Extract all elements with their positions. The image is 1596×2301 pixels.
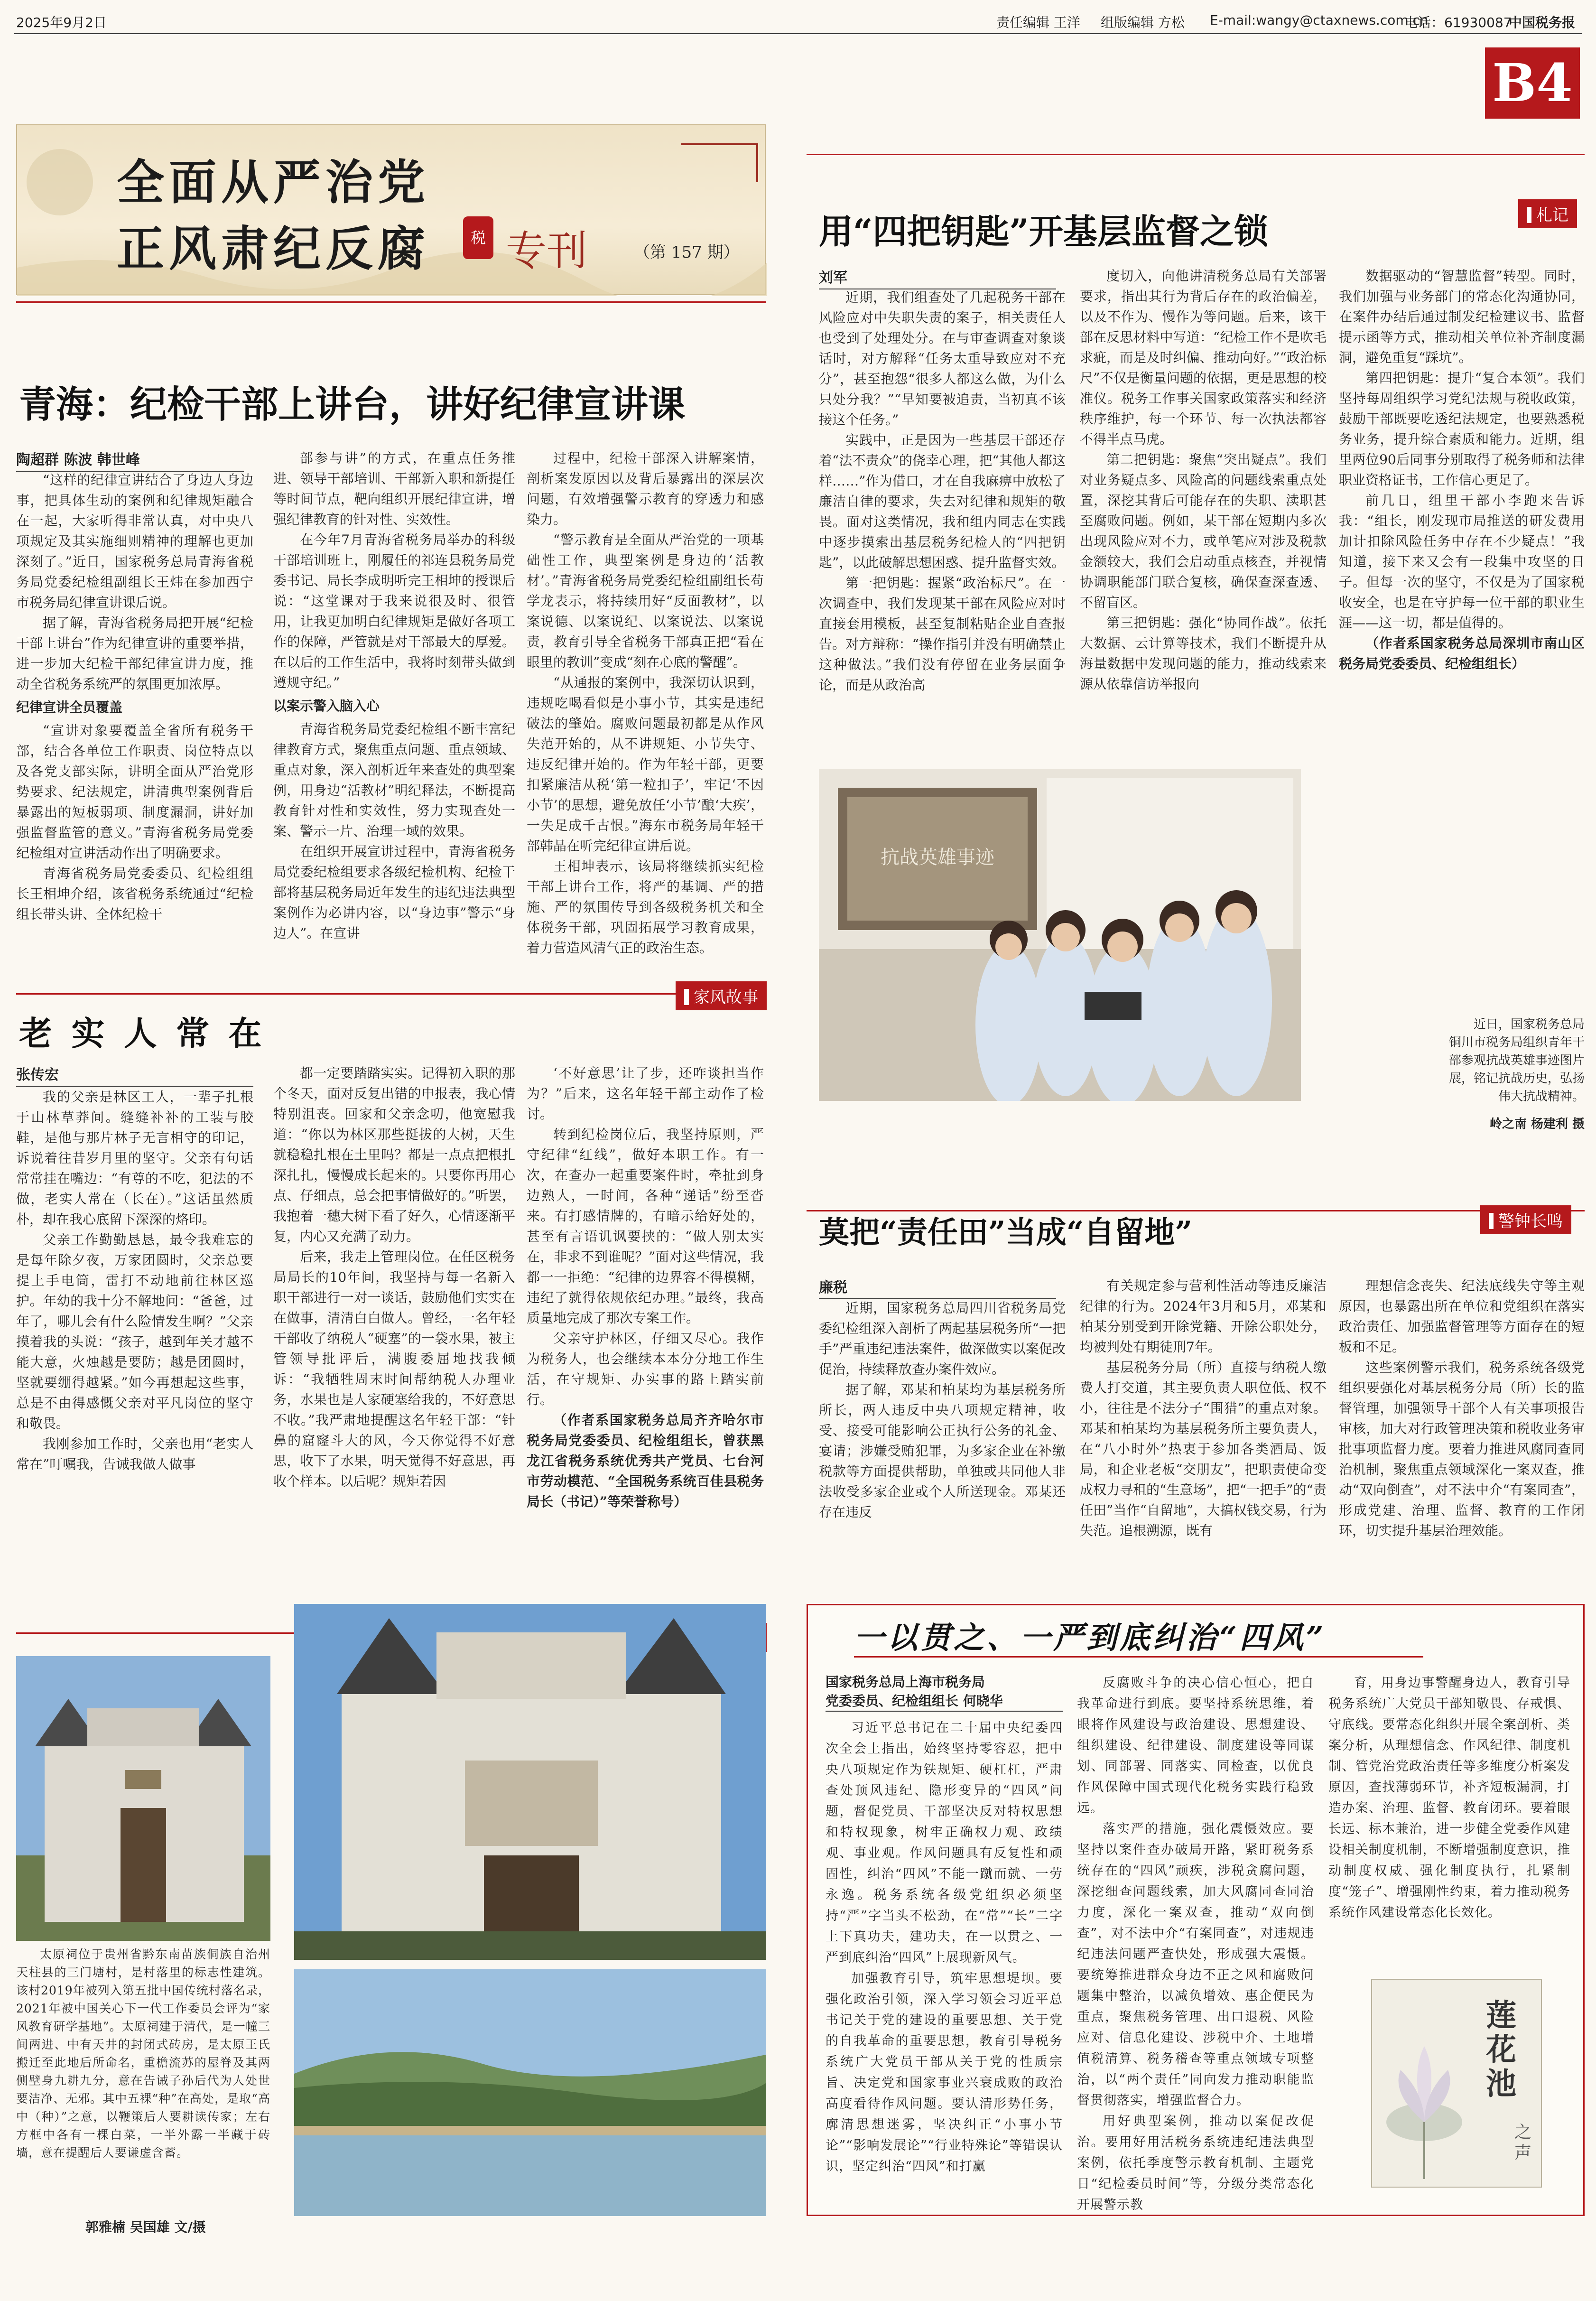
exhibition-board-text: 抗战英雄事迹 [881, 847, 994, 868]
divider [16, 301, 766, 303]
paragraph: 第三把钥匙：强化“协同作战”。依托大数据、云计算等技术，我们不断提升从海量数据中发现问题的能力，推动线索来源从依靠信访举报向 [1080, 615, 1327, 692]
article4-byline: 廉税 [819, 1276, 1056, 1299]
column-tag-family-story: 家风故事 [676, 981, 767, 1010]
paragraph: 过程中，纪检干部深入讲解案情，剖析案发原因以及背后暴露出的深层次问题，有效增强警示教育的穿透力和感染力。 [527, 450, 764, 527]
byline-line: 党委委员、纪检组组长 何晓华 [826, 1693, 1003, 1709]
paragraph: 这些案例警示我们，税务系统各级党组织要强化对基层税务分局（所）长的监督管理，加强领导干部个人有关事项报告审核，加大对行政管理决策和税收业务审批事项监督力度。要着力推进风腐同查同治机制，聚焦重点领域深化一案双查，推动“双向倒查”，对不法中介“有案同查”，形成党建、治理、监督、教育的工作闭环，切实提升基层治理效能。 [1339, 1360, 1585, 1538]
paragraph: 太原祠位于贵州省黔东南苗族侗族自治州天柱县的三门塘村，是村落里的标志性建筑。该村2019年被列入第五批中国传统村落名录，2021年被中国关心下一代工作委员会评为“家风教育研学基地”。太原祠建于清代，是一幢三间两进、中有天井的封闭式砖房，是太原王氏搬迁至此地后所命名，重檐流苏的屋脊及其两侧壁身九耕九分，意在告诫子孙后代为人处世要洁净、无邪。其中五裸“种”在高处，是取“高中（种）”之意，以鞭策后人要耕读传家；左右方框中各有一棵白菜，一半外露一半藏于砖墙，意在提醒后人要谦虚含蓄。 [16, 1947, 270, 2160]
paragraph: “这样的纪律宣讲结合了身边人身边事，把具体生动的案例和纪律规矩融合在一起，大家听得非常认真，对中央八项规定及其实施细则精神的理解也更加深刻了。”近日，国家税务总局青海省税务局党委纪检组副组长王炜在参加西宁市税务局纪律宣讲课后说。 [16, 472, 253, 610]
paragraph: 父亲工作勤勤恳恳，最令我难忘的是每年除夕夜，万家团圆时，父亲总要提上手电筒，雷打不动地前往林区巡护。年幼的我十分不解地问：“爸爸，过年了，哪儿会有什么险情发生啊？”父亲摸着我的头说：“孩子，越到年关才越不能大意，火烛越是要防；越是团圆时，坚就要绷得越紧。”如今再想起这些事，总是不由得感慨父亲对平凡岗位的坚守和敬畏。 [16, 1232, 253, 1431]
lotus-pond-emblem [1371, 1979, 1542, 2188]
picture-credit: 郭雅楠 吴国雄 文/摄 [85, 2219, 206, 2235]
paragraph: 反腐败斗争的决心信心恒心，把自我革命进行到底。要坚持系统思维，着眼将作风建设与政治建设、思想建设、组织建设、纪律建设、制度建设等同谋划、同部署、同落实、同检查，以优良作风保障中国式现代化税务实践行稳致远。 [1077, 1676, 1314, 1816]
editor-email: E-mail:wangy@ctaxnews.com.cn [1210, 12, 1429, 28]
paragraph: 第二把钥匙：聚焦“突出疑点”。我们对业务疑点多、风险高的问题线索重点处置，深挖其背后可能存在的失职、渎职甚至腐败问题。例如，某干部在短期内多次出现风险应对不力，或单笔应对涉及税款金额较大，我们会启动重点核查，并视情协调职能部门联合复核，确保查深查透、不留盲区。 [1080, 452, 1327, 610]
photo-caption [1309, 1015, 1585, 1133]
byline-line: 国家税务总局上海市税务局 [826, 1674, 985, 1690]
paragraph: 在今年7月青海省税务局举办的科级干部培训班上，刚履任的祁连县税务局党委书记、局长李成明听完王相坤的授课后说：“这堂课对于我来说很及时、很管用，让我更加明白纪律规矩是做好各项工作的保障，严管就是对干部最大的厚爱。在以后的工作生活中，我将时刻带头做到遵规守纪。” [273, 532, 515, 690]
paragraph: 转到纪检岗位后，我坚持原则，严守纪律“红线”，做好本职工作。有一次，在查办一起重要案件时，牵扯到身边熟人，一时间，各种“递话”纷至沓来。有打感情牌的，有暗示给好处的，甚至有言语讥讽要挟的：“做人别太实在，非求不到谁呢？”面对这些情况，我都一一拒绝：“纪律的边界容不得模糊，违纪了就得依规依纪办理。”最终，我高质量地完成了那次专案工作。 [527, 1127, 764, 1326]
article2-column-3 [527, 1063, 764, 1599]
paragraph: 据了解，邓某和柏某均为基层税务所所长，两人违反中央八项规定精神，收受、接受可能影响公正执行公务的礼金、宴请；涉嫌受贿犯罪，为多家企业在补缴税款等方面提供帮助，单独或共同他人非法收受多家企业或个人所送现金。邓某还存在违反 [819, 1382, 1066, 1520]
paragraph: “宣讲对象要覆盖全省所有税务干部，结合各单位工作职责、岗位特点以及各党支部实际，讲明全面从严治党形势要求、纪法规定，讲清典型案例背后暴露出的短板弱项、制度漏洞，讲好加强监督监管的意义。”青海省税务局党委纪检组对宣讲活动作出了明确要求。 [16, 723, 253, 861]
photo-credit: 岭之南 杨建利 摄 [1489, 1117, 1585, 1131]
paragraph: 王相坤表示，该局将继续抓实纪检干部上讲台工作，将严的基调、严的措施、严的氛围传导到各级税务机关和全体税务干部，巩固拓展学习教育成果，着力营造风清气正的政治生态。 [527, 858, 764, 956]
paragraph: “从通报的案例中，我深切认识到，违规吃喝看似是小事小节，其实是违纪破法的肇始。腐败问题最初都是从作风失范开始的，从不讲规矩、小节失守、违反纪律开始的。作为年轻干部，更要扣紧廉洁从税‘第一粒扣子’，牢记‘不因小节’的思想，避免放任‘小节’酿‘大疾’，一失足成千古恨。”海东市税务局年轻干部韩晶在听完纪律宣讲后说。 [527, 675, 764, 854]
page-number: B4 [1485, 47, 1580, 119]
article2-column-1 [16, 1087, 253, 1599]
banner-label: 专刊 [506, 227, 587, 275]
page-header [14, 6, 1582, 34]
emblem-char: 莲 [1486, 1998, 1516, 2033]
divider [807, 154, 1585, 155]
paragraph: 第一把钥匙：握紧“政治标尺”。在一次调查中，我们发现某干部在风险应对时直接套用模板，甚至复制粘贴企业自查报告。对方辩称：“操作指引并没有明确禁止这种做法。”我们没有停留在业务层面争论，而是从政治高 [819, 575, 1066, 693]
paragraph: 前几日，组里干部小李跑来告诉我：“组长，刚发现市局推送的研发费用加计扣除风险任务中存在不少疑点！”我知道，接下来又会有一段集中攻坚的日子。但每一次的坚守，不仅是为了国家税收安全，也是在守护每一位干部的职业生涯——这一切，都是值得的。 [1339, 493, 1585, 631]
editor-phone: 电话：61930087 [1404, 15, 1512, 30]
paragraph: 我的父亲是林区工人，一辈子扎根于山林草莽间。缝缝补补的工装与胶鞋，是他与那片林子无言相守的印记，诉说着往昔岁月里的坚守。父亲有句话常常挂在嘴边：“有尊的不吃，犯法的不做，老实人常在（长在）。”这话虽然质朴，却在我心底留下深深的烙印。 [16, 1089, 253, 1227]
emblem-char: 之 [1514, 2123, 1532, 2142]
paragraph: ‘不好意思’让了步，还咋谈担当作为？”后来，这名年轻干部主动作了检讨。 [527, 1065, 764, 1122]
issue-number: （第 157 期） [634, 243, 740, 262]
column-tag-warning-bell: 警钟长鸣 [1480, 1205, 1571, 1234]
photo-illustration [819, 769, 1301, 1101]
issue-date: 2025年9月2日 [16, 15, 107, 30]
paragraph: 数据驱动的“智慧监督”转型。同时，我们加强与业务部门的常态化沟通协同，在案件办结后通过制发纪检建议书、监督提示函等方式，推动相关单位补齐制度漏洞，避免重复“踩坑”。 [1339, 268, 1585, 365]
paragraph: 第四把钥匙：提升“复合本领”。我们坚持每周组织学习党纪法规与税收政策，鼓励干部既要吃透纪法规定，也要熟悉税务业务，提升综合素质和能力。近期，组里两位90后同事分别取得了税务师和法律职业资格证书，工作信心更足了。 [1339, 370, 1585, 488]
caption-line: 铜川市税务局组织青年干 [1448, 1035, 1585, 1050]
paper-name: 中国税务报 [1509, 15, 1576, 30]
banner-title-line1: 全面从严治党 [117, 154, 430, 210]
paragraph: 在组织开展宣讲过程中，青海省税务局党委纪检组要求各级纪检机构、纪检干部将基层税务局近年发生的违纪违法典型案例作为必讲内容，以“身边事”警示“身边人”。在宣讲 [273, 844, 515, 941]
section-subtitle: 纪律宣讲全员覆盖 [16, 699, 123, 715]
article6-column-3 [1328, 1673, 1570, 1967]
article4-column-1 [819, 1298, 1066, 1592]
paragraph: 基层税务分局（所）直接与纳税人缴费人打交道，其主要负责人职位低、权不小，往往是不法分子“围猎”的重点对象。邓某和柏某均为基层税务所主要负责人，在“八小时外”热衷于参加各类酒局、饭局，和企业老板“交朋友”，把职责使命变成权力寻租的“生意场”，把“一把手”的“责任田”当作“自留地”，大搞权钱交易，行为失范。追根溯源，既有 [1080, 1360, 1327, 1538]
paragraph: 习近平总书记在二十届中央纪委四次全会上指出，始终坚持零容忍，把中央八项规定作为铁规矩、硬杠杠，严肃查处顶风违纪、隐形变异的“四风”问题，督促党员、干部坚决反对特权思想和特权现象，树牢正确权力观、政绩观、事业观。作风问题具有反复性和顽固性，纠治“四风”不能一蹴而就、一劳永逸。税务系统各级党组织必须坚持“严”字当头不松劲，在“常”“长”二字上下真功夫，建功夫，在一以贯之、一严到底纠治“四风”上展现新风气。 [826, 1721, 1063, 1965]
article2-title: 老 实 人 常 在 [19, 1014, 266, 1053]
paragraph: 后来，我走上管理岗位。在任区税务局局长的10年间，我坚持与每一名新入职干部进行一对一谈话，鼓励他们实实在在做事，清清白白做人。曾经，一名年轻干部收了纳税人“硬塞”的一袋水果，被主管领导批评后，满腹委屈地找我倾诉：“我牺牲周末时间帮纳税人办理业务，水果也是人家硬塞给我的，不好意思不收。”我严肃地提醒这名年轻干部：“针鼻的窟窿斗大的风，今天你觉得不好意思，收下了水果，明天觉得不好意思，再收个样本。以后呢？规矩若因 [273, 1249, 515, 1489]
paragraph: 有关规定参与营利性活动等违反廉洁纪律的行为。2024年3月和5月，邓某和柏某分别受到开除党籍、开除公职处分，均被判处有期徒刑7年。 [1080, 1278, 1327, 1355]
lotus-pond-subtitle [1514, 2122, 1531, 2164]
article1-column-1 [16, 470, 253, 963]
article1-column-3 [527, 448, 764, 965]
divider [16, 993, 766, 995]
article2-byline: 张传宏 [16, 1063, 253, 1087]
emblem-char: 池 [1486, 2066, 1516, 2102]
article6-byline [826, 1673, 1063, 1712]
author-note: （作者系国家税务总局齐齐哈尔市税务局党委委员、纪检组组长，曾获黑龙江省税务系统优秀共产党员、七台河市劳动模范、“全国税务系统百佳县税务局长（书记）”等荣誉称号） [527, 1412, 764, 1509]
article3-byline: 刘军 [819, 266, 1056, 289]
tax-seal: 税 [463, 216, 493, 259]
paragraph: 青海省税务局党委纪检组不断丰富纪律教育方式，聚焦重点问题、重点领域、重点对象，深入剖析近年来查处的典型案例，用身边“活教材”明纪释法，不断提高教育针对性和实效性，努力实现查处一案、警示一片、治理一域的效果。 [273, 721, 515, 839]
paragraph: 育，用身边事警醒身边人，教育引导税务系统广大党员干部知敬畏、存戒惧、守底线。要常态化组织开展全案剖析、类案分析，从理想信念、作风纪律、制度机制、管党治党政治责任等多维度分析案发原因，查找薄弱环节，补齐短板漏洞，打造办案、治理、监督、教育闭环。要着眼长远、标本兼治，进一步健全党委作风建设相关制度机制，不断增强制度意识，推动制度权威、强化制度执行，扎紧制度“笼子”、增强刚性约束，着力推动税务系统作风建设常态化长效化。 [1328, 1676, 1570, 1920]
paragraph: 实践中，正是因为一些基层干部还存着“法不责众”的侥幸心理，把“其他人都这样……”作为借口，才在自我麻痹中放松了廉洁自律的要求，失去对纪律和规矩的敬畏。面对这类情况，我和组内同志在实践中逐步摸索出基层税务纪检人的“四把钥匙”，以此破解思想困惑、提升监督实效。 [819, 432, 1066, 570]
ancestral-hall-photo-1 [16, 1656, 270, 1941]
article2-column-2 [273, 1063, 515, 1599]
article3-title: 用“四把钥匙”开基层监督之锁 [819, 211, 1268, 252]
article6-column-1 [826, 1718, 1063, 2211]
article1-byline: 陶超群 陈波 韩世峰 [16, 448, 244, 472]
paragraph: “警示教育是全面从严治党的一项基础性工作，典型案例是身边的‘活教材’。”青海省税务局党委纪检组副组长苟学龙表示，将持续用好“反面教材”，以案说德、以案说纪、以案说法、以案说责，教育引导全省税务干部真正把“看在眼里的教训”变成“刻在心底的警醒”。 [527, 532, 764, 670]
village-landscape-photo [294, 1969, 766, 2216]
title-underline [854, 1656, 1423, 1658]
lotus-pond-title [1486, 1999, 1516, 2101]
banner-title-line2: 正风肃纪反腐 [117, 221, 430, 277]
article1-title: 青海：纪检干部上讲台，讲好纪律宣讲课 [19, 383, 686, 426]
caption-line: 伟大抗战精神。 [1498, 1090, 1585, 1104]
picture-caption [16, 1946, 270, 2211]
paragraph: 据了解，青海省税务局把开展“纪检干部上讲台”作为纪律宣讲的重要举措，进一步加大纪检干部纪律宣讲力度，推动全省税务系统严的氛围更加浓厚。 [16, 615, 253, 692]
section-subtitle: 以案示警入脑入心 [273, 698, 380, 714]
paragraph: 我刚参加工作时，父亲也用“老实人常在”叮嘱我，告诫我做人做事 [16, 1436, 253, 1472]
emblem-char: 声 [1514, 2143, 1532, 2163]
caption-line: 展，铭记抗战历史，弘扬 [1448, 1071, 1585, 1086]
author-note: （作者系国家税务总局深圳市南山区税务局党委委员、纪检组组长） [1339, 635, 1585, 671]
layout-editor-credit: 组版编辑 方松 [1101, 15, 1185, 30]
paragraph: 近期，我们组查处了几起税务干部在风险应对中失职失责的案子，相关责任人也受到了处理处分。在与审查调查对象谈话时，对方解释“任务太重导致应对不充分”，甚至抱怨“很多人都这么做，为什么只处分我？”“早知要被追责，当初真不该接这个任务。” [819, 289, 1066, 428]
column-tag-notes: 札记 [1518, 199, 1577, 228]
paragraph: 父亲守护林区，仔细又尽心。我作为税务人，也会继续本本分分地工作生活，在守规矩、办实事的路上踏实前行。 [527, 1331, 764, 1407]
caption-line: 近日，国家税务总局 [1473, 1017, 1585, 1032]
editor-credit: 责任编辑 王洋 [996, 15, 1080, 30]
paragraph: 加强教育引导，筑牢思想堤坝。要强化政治引领，深入学习领会习近平总书记关于党的建设的重要思想、关于党的自我革命的重要思想，教育引导税务系统广大党员干部从关于党的性质宗旨、决定党和国家事业兴衰成败的政治高度看待作风问题。要认清形势任务，廓清思想迷雾，坚决纠正“小事小节论”“影响发展论”“行业特殊论”等错误认识，坚定纠治“四风”和打赢 [826, 1971, 1063, 2174]
emblem-char: 花 [1486, 2032, 1516, 2068]
article4-title: 莫把“责任田”当成“自留地” [819, 1215, 1193, 1250]
article3-column-2 [1080, 266, 1327, 764]
article4-column-3 [1339, 1276, 1585, 1593]
paragraph: 部参与讲”的方式，在重点任务推进、领导干部培训、干部新入职和新提任等时间节点，靶向组织开展纪律宣讲，增强纪律教育的针对性、实效性。 [273, 450, 515, 527]
paragraph: 用好典型案例，推动以案促改促治。要用好用活税务系统违纪违法典型案例，依托季度警示教育机制、主题党日“纪检委员时间”等，分级分类常态化开展警示教 [1077, 2114, 1314, 2212]
paragraph: 落实严的措施，强化震慑效应。要坚持以案件查办破局开路，紧盯税务系统存在的“四风”顽疾，涉税贪腐问题，深挖细查问题线索，加大风腐同查同治力度，深化一案双查，推动“双向倒查”，对不法中介“有案同查”，对违规违纪违法问题严查快处，形成强大震慑。要统筹推进群众身边不正之风和腐败问题集中整治，以减负增效、惠企便民为重点，聚焦税务管理、出口退税、风险应对、信息化建设、涉税中介、土地增值税清算、税务稽查等重点领域专项整治，以“两个责任”同向发力推动职能监督贯彻落实，增强监督合力。 [1077, 1822, 1314, 2108]
paragraph: 度切入，向他讲清税务总局有关部署要求，指出其行为背后存在的政治偏差，以及不作为、慢作为等问题。后来，该干部在反思材料中写道：“纪检工作不是吹毛求疵，而是及时纠偏、推动向好。”“政治标尺”不仅是衡量问题的依据，更是思想的校准仪。税务工作事关国家政策落实和经济秩序维护，每一个环节、每一次执法都容不得半点马虎。 [1080, 268, 1327, 447]
tax-officers-photo [819, 769, 1301, 1101]
article3-column-1 [819, 287, 1066, 762]
article6-title: 一以贯之、一严到底纠治“四风” [854, 1620, 1327, 1656]
column-banner [16, 124, 766, 295]
paragraph: 都一定要踏踏实实。记得初入职的那个冬天，面对反复出错的申报表，我心情特别沮丧。回家和父亲念叨，他宽慰我道：“你以为林区那些挺拔的大树，天生就稳稳扎根在土里吗？都是一点点把根扎深扎扎，慢慢成长起来的。只要你再用心点、仔细点，总会把事情做好的。”听罢，我抱着一穗大树下看了好久，心情逐渐平复，内心又充满了动力。 [273, 1065, 515, 1244]
paragraph: 理想信念丧失、纪法底线失守等主观原因，也暴露出所在单位和党组织在落实政治责任、加强监督管理等方面存在的短板和不足。 [1339, 1278, 1585, 1355]
paragraph: 青海省税务局党委委员、纪检组组长王相坤介绍，该省税务系统通过“纪检组长带头讲、全体纪检干 [16, 866, 253, 922]
ancestral-hall-photo-2 [294, 1604, 766, 1960]
article6-column-2 [1077, 1673, 1314, 2211]
article1-column-2 [273, 448, 515, 965]
article4-column-2 [1080, 1276, 1327, 1593]
paragraph: 近期，国家税务总局四川省税务局党委纪检组深入剖析了两起基层税务所“一把手”严重违纪违法案件，做深做实以案促改促治，持续释放查办案件效应。 [819, 1300, 1066, 1377]
article3-column-3 [1339, 266, 1585, 764]
caption-line: 部参观抗战英雄事迹图片 [1448, 1053, 1585, 1068]
